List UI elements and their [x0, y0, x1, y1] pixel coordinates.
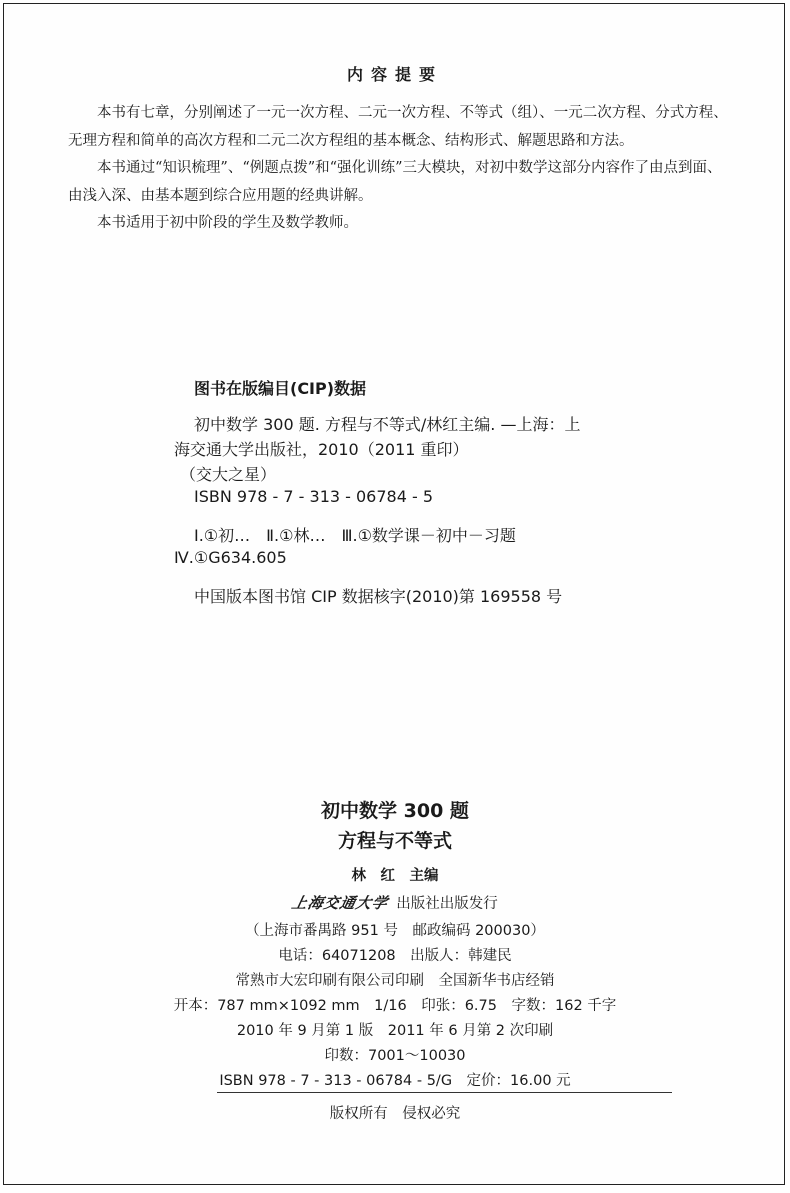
- cip-classification: Ⅰ.①初… Ⅱ.①林… Ⅲ.①数学课－初中－习题: [194, 526, 516, 545]
- isbn-price-line: ISBN 978 - 7 - 313 - 06784 - 5/G 定价：16.00 元: [219, 1073, 571, 1089]
- publisher-suffix: 出版社出版发行: [396, 896, 498, 912]
- cip-isbn: ISBN 978 - 7 - 313 - 06784 - 5: [194, 487, 434, 506]
- copyright-notice: 版权所有 侵权必究: [329, 1106, 461, 1122]
- summary-body: [68, 100, 728, 238]
- printer-line: 常熟市大宏印刷有限公司印刷 全国新华书店经销: [235, 973, 555, 989]
- cip-line: 初中数学 300 题. 方程与不等式/林红主编. —上海：上: [194, 415, 581, 434]
- summary-paragraph: 本书有七章，分别阐述了一元一次方程、二元一次方程、不等式（组）、一元二次方程、分式方程、无理方程和简单的高次方程和二元二次方程组的基本概念、结构形式、解题思路和方法。: [68, 105, 728, 149]
- specs-line: 开本：787 mm×1092 mm 1/16 印张：6.75 字数：162 千字: [173, 998, 617, 1014]
- book-title: 初中数学 300 题: [321, 800, 469, 822]
- publisher-address: （上海市番禺路 951 号 邮政编码 200030）: [245, 923, 545, 939]
- publisher-line: [4, 892, 786, 913]
- print-run-line: 印数：7001～10030: [324, 1048, 466, 1064]
- cip-heading: 图书在版编目(CIP)数据: [194, 379, 367, 398]
- divider-rule: [217, 1092, 672, 1093]
- publisher-logo: 上海交通大学: [290, 894, 391, 912]
- edition-line: 2010 年 9 月第 1 版 2011 年 6 月第 2 次印刷: [236, 1023, 554, 1039]
- summary-paragraph: 本书适用于初中阶段的学生及数学教师。: [97, 215, 358, 231]
- publisher-phone: 电话：64071208 出版人：韩建民: [278, 948, 512, 964]
- book-subtitle: 方程与不等式: [337, 830, 452, 852]
- summary-title: 内容提要: [346, 65, 443, 84]
- cip-classification: Ⅳ.①G634.605: [174, 548, 287, 567]
- summary-paragraph: 本书通过“知识梳理”、“例题点拨”和“强化训练”三大模块，对初中数学这部分内容作了由点到面、由浅入深、由基本题到综合应用题的经典讲解。: [68, 160, 722, 204]
- editor-line: 林 红 主编: [351, 868, 439, 884]
- cip-number: 中国版本图书馆 CIP 数据核字(2010)第 169558 号: [194, 587, 563, 606]
- cip-line: 海交通大学出版社，2010（2011 重印）: [174, 440, 469, 459]
- copyright-page: [3, 3, 785, 1185]
- cip-series: （交大之星）: [180, 465, 277, 484]
